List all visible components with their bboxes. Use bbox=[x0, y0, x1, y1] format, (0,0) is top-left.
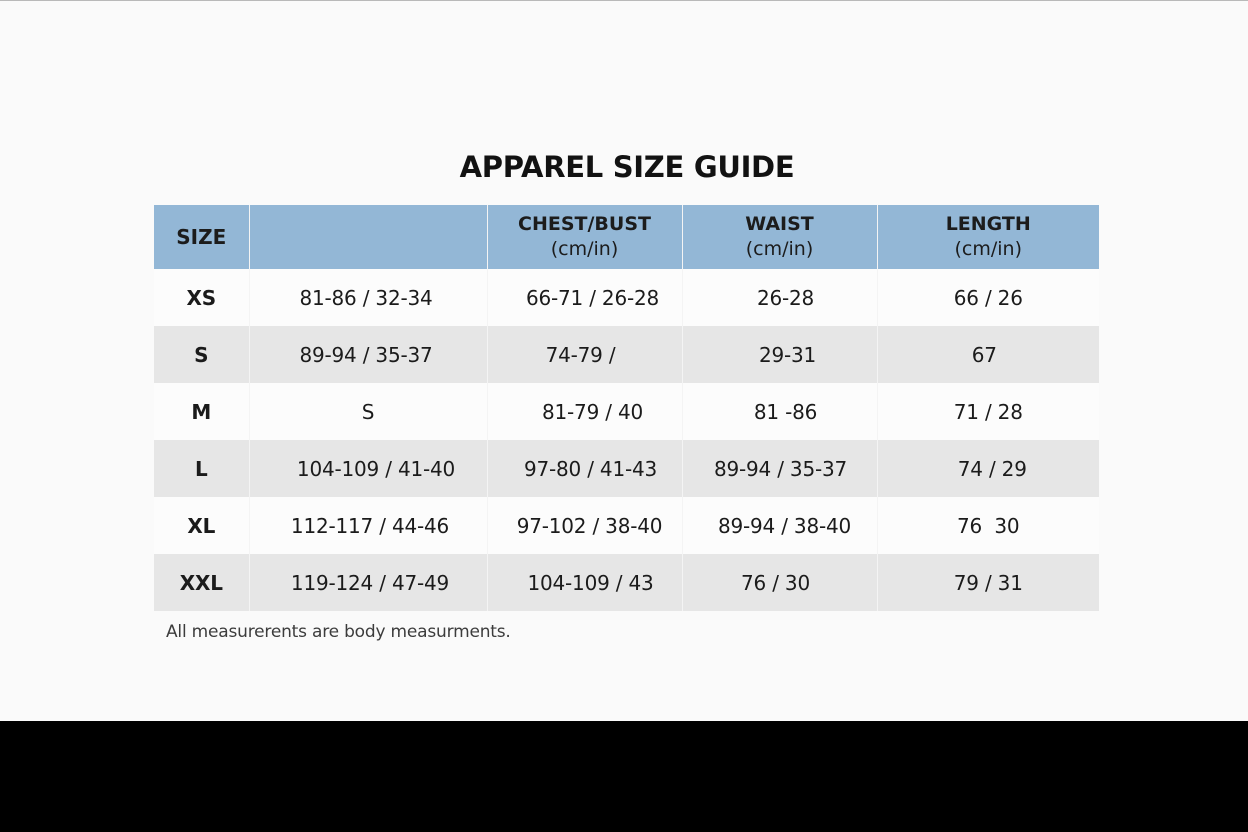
size-guide-document bbox=[0, 1, 1248, 721]
chest-cell: 104-109 / 43 bbox=[487, 554, 682, 611]
table-row bbox=[154, 383, 1099, 440]
chest-cell: 81-79 / 40 bbox=[487, 383, 682, 440]
table-row bbox=[154, 554, 1099, 611]
size-cell: M bbox=[154, 383, 249, 440]
table-cell: 112-117 / 44-46 bbox=[249, 497, 487, 554]
size-cell: L bbox=[154, 440, 249, 497]
length-cell: 71 / 28 bbox=[953, 399, 1023, 424]
waist-cell: 26-28 bbox=[682, 269, 877, 326]
waist-cell: 29-31 bbox=[682, 326, 877, 383]
column-header-size bbox=[154, 205, 249, 269]
column-header-unit: (cm/in) bbox=[745, 238, 814, 260]
column-header-blank bbox=[249, 205, 487, 269]
column-header-length bbox=[877, 205, 1099, 269]
chest-cell: 97-102 / 38-40 bbox=[487, 497, 682, 554]
column-header-waist bbox=[682, 205, 877, 269]
table-row bbox=[154, 269, 1099, 326]
length-cell: 66 / 26 bbox=[953, 285, 1023, 310]
table-cell: 119-124 / 47-49 bbox=[249, 554, 487, 611]
table-cell: 89-94 / 35-37 bbox=[249, 326, 487, 383]
column-header-chest-bust bbox=[487, 205, 682, 269]
table-row bbox=[154, 326, 1099, 383]
column-header-label: WAIST bbox=[745, 213, 814, 235]
waist-cell: 89-94 / 35-37 bbox=[682, 440, 877, 497]
chest-cell: 66-71 / 26-28 bbox=[487, 269, 682, 326]
waist-cell: 81 -86 bbox=[682, 383, 877, 440]
table-cell: 104-109 / 41-40 bbox=[249, 440, 487, 497]
column-header-label: LENGTH bbox=[945, 213, 1031, 235]
size-cell: S bbox=[154, 326, 249, 383]
size-cell: XXL bbox=[154, 554, 249, 611]
table-row bbox=[154, 440, 1099, 497]
table-header-row bbox=[154, 205, 1099, 269]
table-row bbox=[154, 497, 1099, 554]
length-cell: 74 / 29 bbox=[957, 456, 1027, 481]
chest-cell: 74-79 / bbox=[487, 326, 682, 383]
size-table bbox=[154, 205, 1099, 611]
column-header-label: CHEST/BUST bbox=[518, 213, 651, 235]
size-cell: XL bbox=[154, 497, 249, 554]
page-title: APPAREL SIZE GUIDE bbox=[459, 150, 795, 184]
footnote: All measurerents are body measurments. bbox=[166, 622, 511, 642]
length-cell: 67 bbox=[971, 342, 997, 367]
bottom-black-bar bbox=[0, 721, 1248, 832]
column-header-unit: (cm/in) bbox=[954, 238, 1022, 260]
length-cell: 79 / 31 bbox=[953, 570, 1023, 595]
size-cell: XS bbox=[154, 269, 249, 326]
waist-cell: 76 / 30 bbox=[682, 554, 877, 611]
column-header-label: SIZE bbox=[176, 224, 227, 249]
column-header-unit: (cm/in) bbox=[550, 238, 619, 260]
waist-cell: 89-94 / 38-40 bbox=[682, 497, 877, 554]
table-cell: 81-86 / 32-34 bbox=[249, 269, 487, 326]
table-cell: S bbox=[249, 383, 487, 440]
length-cell: 76 30 bbox=[957, 513, 1020, 538]
chest-cell: 97-80 / 41-43 bbox=[487, 440, 682, 497]
